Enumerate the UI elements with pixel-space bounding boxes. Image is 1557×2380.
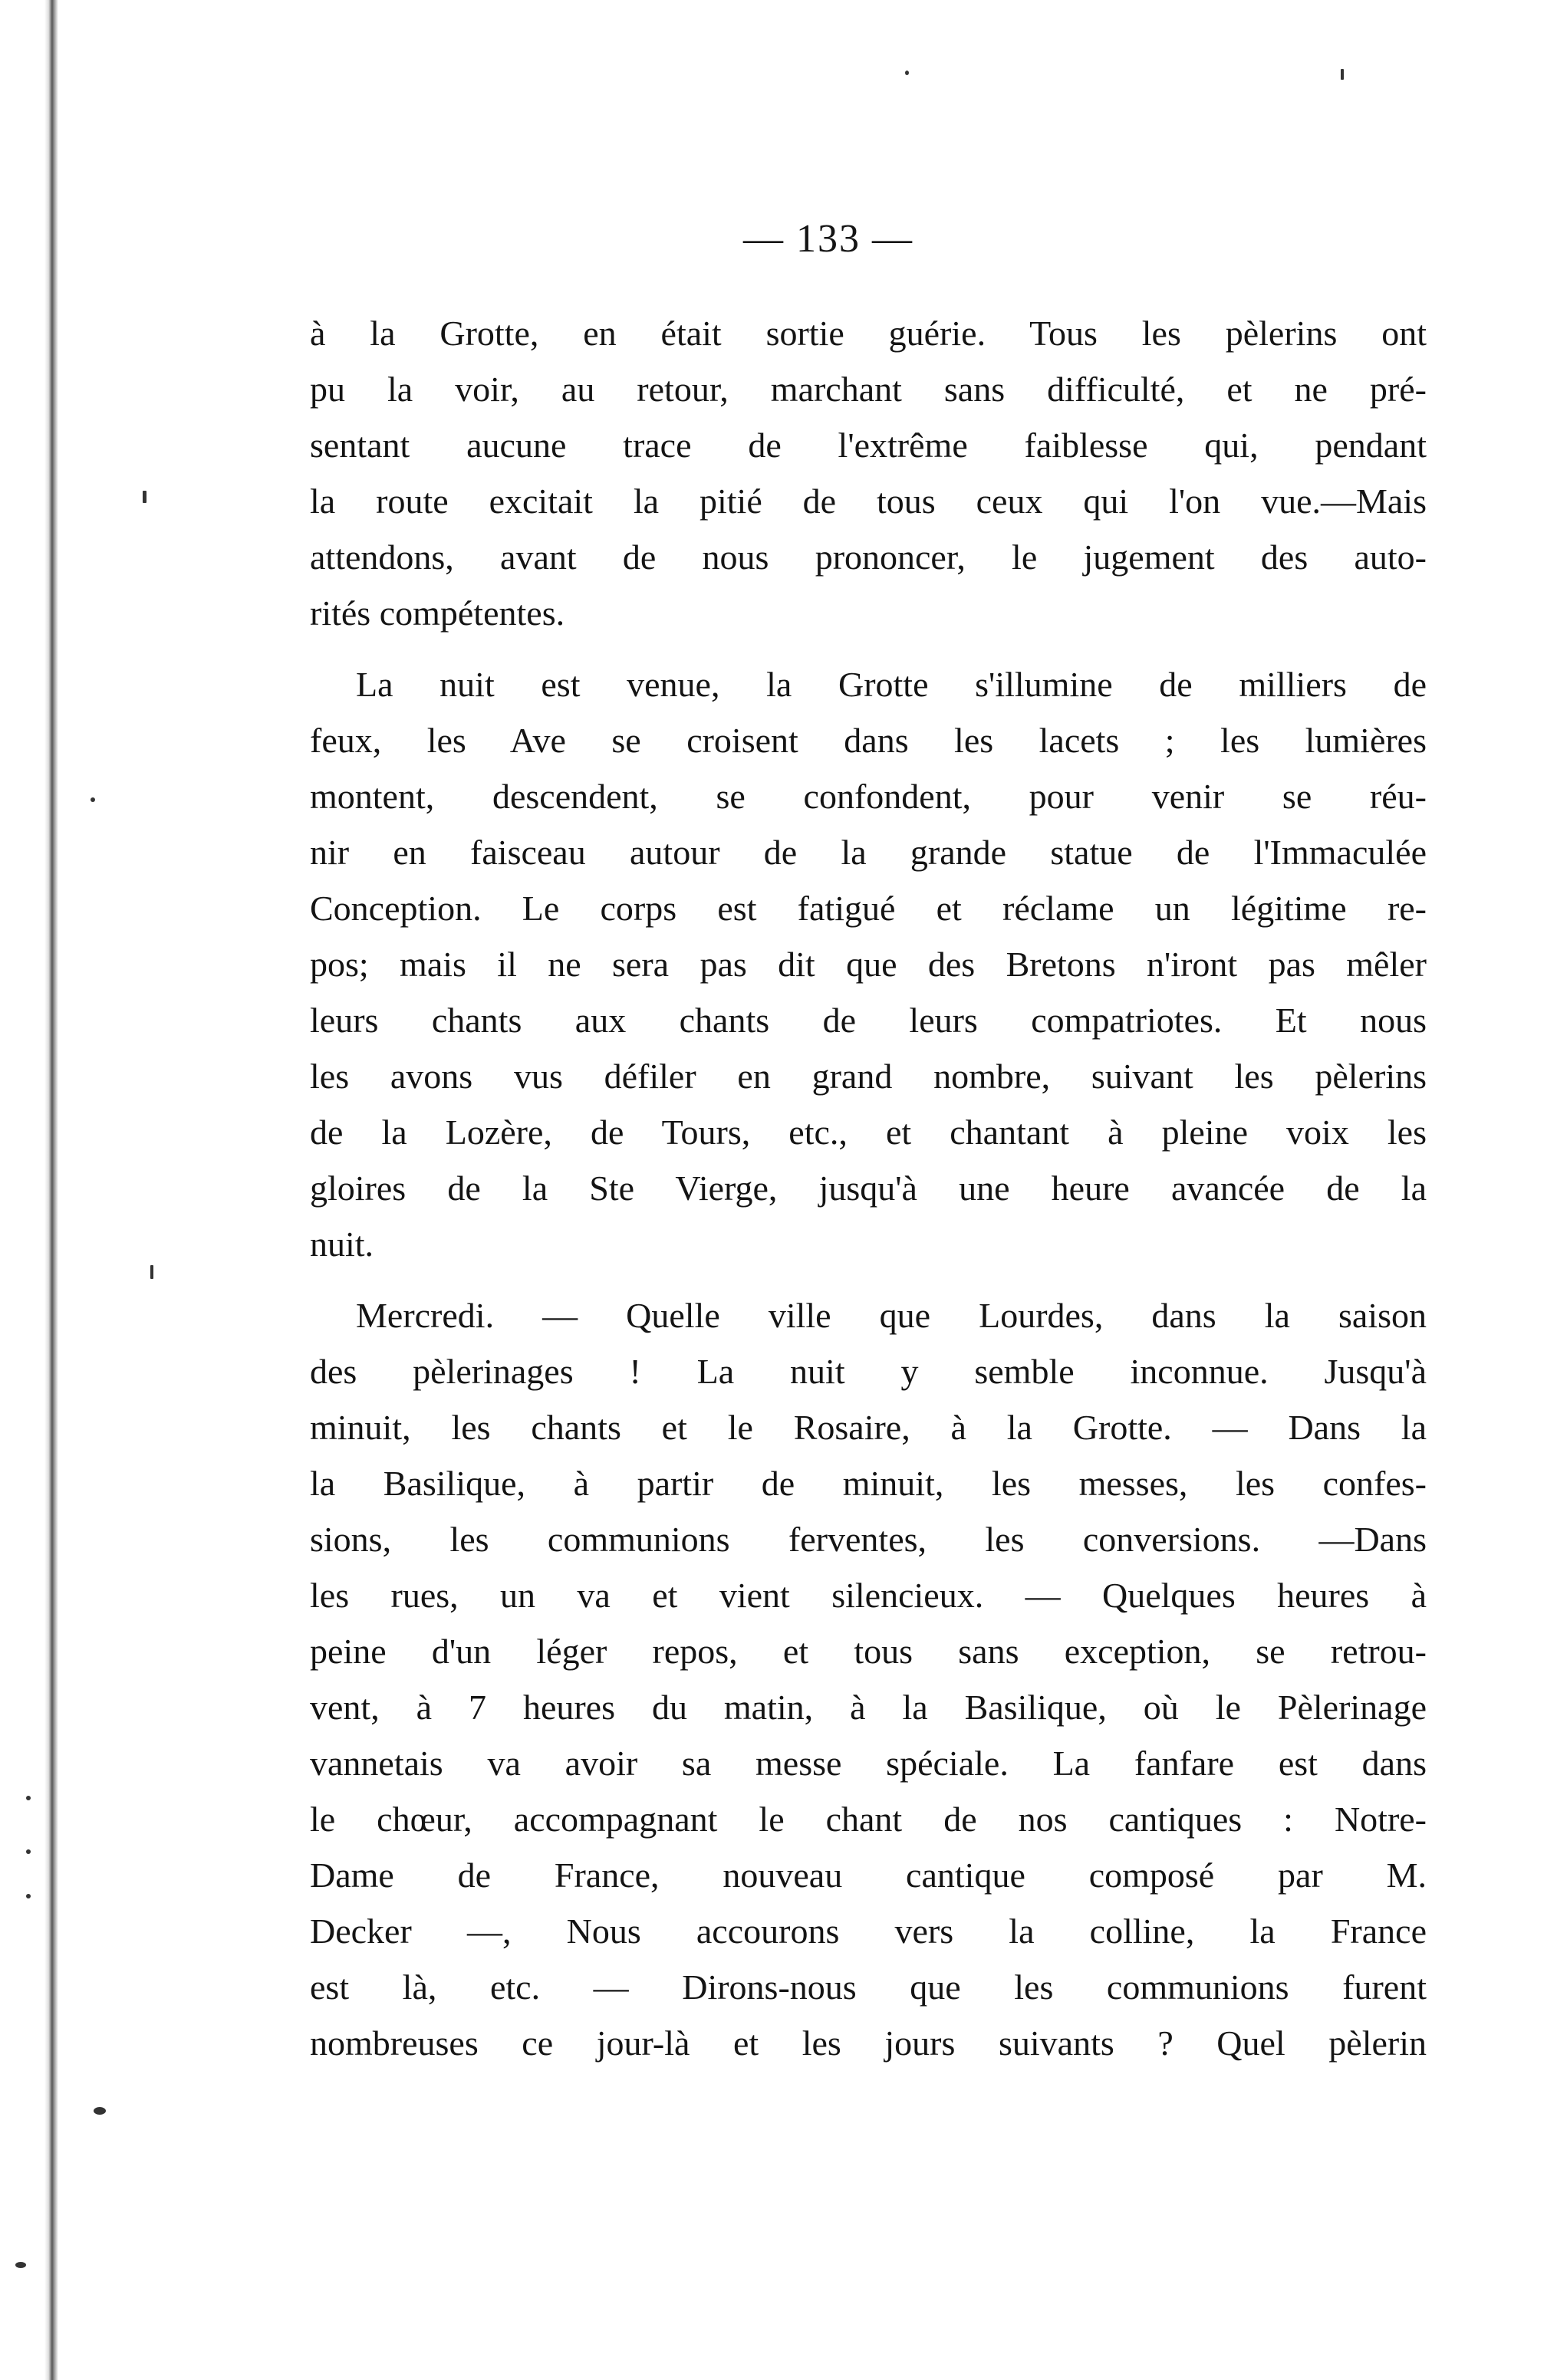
text-line: La nuit est venue, la Grotte s'illumine de milliers de <box>356 665 1427 704</box>
text-line: Dame de France, nouveau cantique composé par M. <box>310 1856 1427 1895</box>
text-line: rités compétentes. <box>310 593 565 633</box>
page-number: — 133 — <box>743 217 913 261</box>
text-line: montent, descendent, se confondent, pour venir se réu- <box>310 777 1427 816</box>
text-line: à la Grotte, en était sortie guérie. Tous les pèlerins ont <box>310 314 1427 353</box>
text-line: feux, les Ave se croisent dans les lacets ; les lumières <box>310 721 1427 760</box>
text-line: la Basilique, à partir de minuit, les messes, les confes- <box>310 1464 1427 1503</box>
text-line: Decker —, Nous accourons vers la colline, la France <box>310 1912 1427 1951</box>
text-line: de la Lozère, de Tours, etc., et chantant à pleine voix les <box>310 1113 1427 1152</box>
body-text <box>310 305 1427 2071</box>
text-line: sentant aucune trace de l'extrême faiblesse qui, pendant <box>310 426 1427 465</box>
text-line: pos; mais il ne sera pas dit que des Bretons n'iront pas mêler <box>310 945 1427 984</box>
text-line: les rues, un va et vient silencieux. — Quelques heures à <box>310 1576 1427 1615</box>
text-line: Conception. Le corps est fatigué et réclame un légitime re- <box>310 889 1427 928</box>
text-line: le chœur, accompagnant le chant de nos cantiques : Notre- <box>310 1800 1427 1839</box>
text-line: attendons, avant de nous prononcer, le jugement des auto- <box>310 537 1427 577</box>
text-line: leurs chants aux chants de leurs compatriotes. Et nous <box>310 1001 1427 1040</box>
text-line: est là, etc. — Dirons-nous que les communions furent <box>310 1967 1427 2007</box>
text-line: pu la voir, au retour, marchant sans difficulté, et ne pré- <box>310 370 1427 409</box>
text-line: sions, les communions ferventes, les conversions. —Dans <box>310 1520 1427 1559</box>
text-line: nuit. <box>310 1225 374 1264</box>
text-line: peine d'un léger repos, et tous sans exception, se retrou- <box>310 1632 1427 1671</box>
text-line: Mercredi. — Quelle ville que Lourdes, dans la saison <box>356 1296 1427 1335</box>
text-line: des pèlerinages ! La nuit y semble inconnue. Jusqu'à <box>310 1352 1427 1391</box>
binding-edge <box>44 0 58 2380</box>
text-line: la route excitait la pitié de tous ceux qui l'on vue.—Mais <box>310 482 1427 521</box>
text-line: nir en faisceau autour de la grande statue de l'Immaculée <box>310 833 1427 872</box>
text-line: gloires de la Ste Vierge, jusqu'à une heure avancée de la <box>310 1169 1427 1208</box>
text-line: minuit, les chants et le Rosaire, à la Grotte. — Dans la <box>310 1408 1427 1447</box>
text-line: vent, à 7 heures du matin, à la Basilique, où le Pèlerinage <box>310 1688 1427 1727</box>
text-line: vannetais va avoir sa messe spéciale. La fanfare est dans <box>310 1744 1427 1783</box>
text-line: les avons vus défiler en grand nombre, suivant les pèlerins <box>310 1057 1427 1096</box>
text-line: nombreuses ce jour-là et les jours suivants ? Quel pèlerin <box>310 2023 1427 2063</box>
